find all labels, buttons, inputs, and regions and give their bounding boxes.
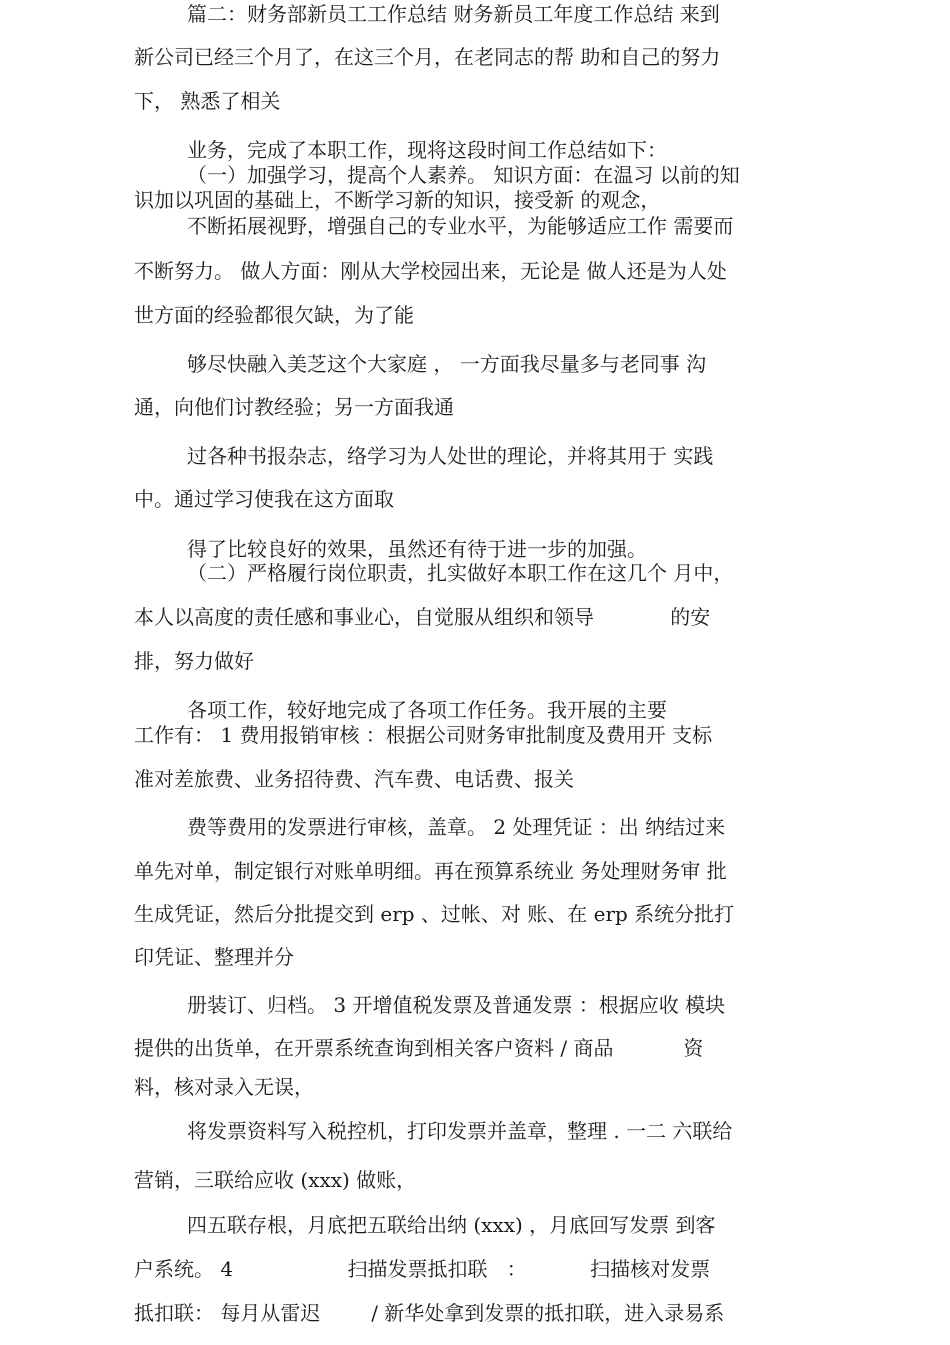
text-line: 新公司已经三个月了，在这三个月，在老同志的帮 助和自己的努力 [134,45,721,69]
text-line: 业务，完成了本职工作，现将这段时间工作总结如下： [187,138,667,162]
text-line: 料，核对录入无误， [134,1075,314,1099]
text-line: （一）加强学习，提高个人素养。 知识方面：在温习 以前的知 [187,163,740,187]
text-line: 识加以巩固的基础上，不断学习新的知识，接受新 的观念， [134,188,661,212]
text-line: 抵扣联： 每月从雷迟 / 新华处拿到发票的抵扣联，进入录易系 [134,1301,725,1325]
text-line: 过各种书报杂志，络学习为人处世的理论，并将其用于 实践 [187,444,714,468]
text-line: 单先对单，制定银行对账单明细。再在预算系统业 务处理财务审 批 [134,859,727,883]
text-line: 将发票资料写入税控机，打印发票并盖章，整理 . 一二 六联给 [187,1119,733,1143]
text-line: 工作有： 1 费用报销审核 ：根据公司财务审批制度及费用开 支标 [134,723,713,747]
text-line: 户系统。 4 扫描发票抵扣联 ： 扫描核对发票 [134,1257,711,1281]
text-line: 通，向他们讨教经验；另一方面我通 [134,395,454,419]
text-line: 排，努力做好 [134,649,254,673]
text-line: 不断努力。 做人方面：刚从大学校园出来，无论是 做人还是为人处 [134,259,727,283]
text-line: 费等费用的发票进行审核，盖章。 2 处理凭证 ：出 纳结过来 [187,815,726,839]
text-line: 得了比较良好的效果，虽然还有待于进一步的加强。 [187,537,647,561]
text-line: 印凭证、整理并分 [134,945,294,969]
text-line: 世方面的经验都很欠缺，为了能 [134,303,414,327]
text-line: 册装订、归档。 3 开增值税发票及普通发票 ：根据应收 模块 [187,993,726,1017]
text-line: （二）严格履行岗位职责，扎实做好本职工作在这几个 月中， [187,561,734,585]
text-line: 不断拓展视野，增强自己的专业水平，为能够适应工作 需要而 [187,214,734,238]
text-line: 生成凭证，然后分批提交到 erp 、过帐、对 账、在 erp 系统分批打 [134,902,735,926]
text-line: 准对差旅费、业务招待费、汽车费、电话费、报关 [134,767,574,791]
text-line: 篇二：财务部新员工工作总结 财务新员工年度工作总结 来到 [187,2,720,26]
text-line: 够尽快融入美芝这个大家庭 ， 一方面我尽量多与老同事 沟 [187,352,707,376]
text-line: 提供的出货单，在开票系统查询到相关客户资料 / 商品 资 [134,1036,704,1060]
text-line: 本人以高度的责任感和事业心，自觉服从组织和领导 的安 [134,605,711,629]
text-line: 下， 熟悉了相关 [134,89,281,113]
text-line: 中。通过学习使我在这方面取 [134,487,394,511]
text-line: 四五联存根，月底把五联给出纳 (xxx) ，月底回写发票 到客 [187,1213,716,1237]
text-line: 各项工作，较好地完成了各项工作任务。我开展的主要 [187,698,667,722]
text-line: 营销，三联给应收 (xxx) 做账， [134,1168,417,1192]
